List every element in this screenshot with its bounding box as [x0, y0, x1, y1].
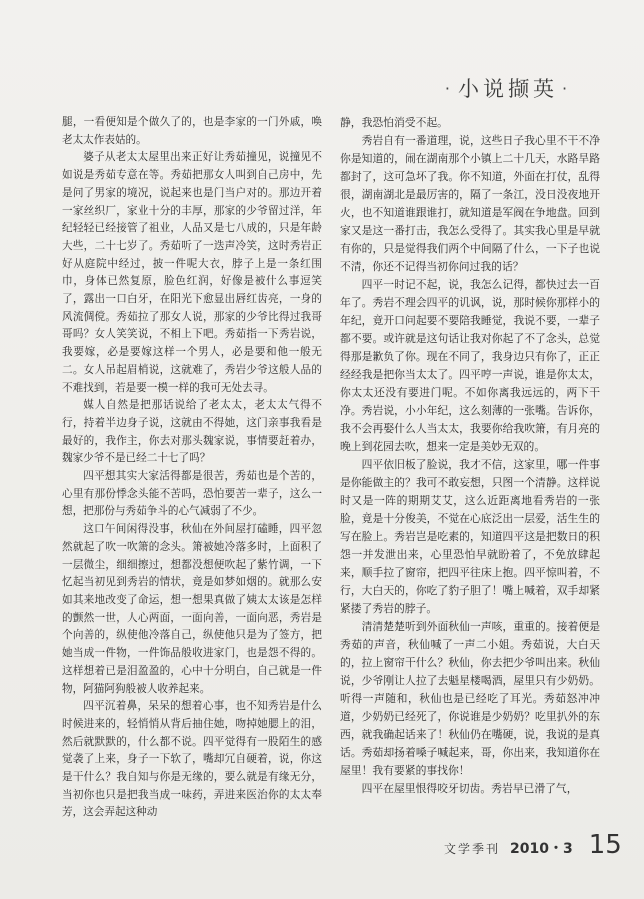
- magazine-name: 文学季刊: [444, 842, 501, 856]
- paragraph: 腿，一看便知是个做久了的，也是李家的一门外戚，唤老太太作表姑的。: [62, 116, 322, 146]
- issue-number: 2010・3: [510, 841, 573, 857]
- section-title: 小说撷英: [458, 77, 558, 101]
- right-text-column: [340, 114, 600, 798]
- paragraph: 四平在屋里恨得咬牙切齿。秀岩早已滑了气，: [361, 782, 578, 795]
- paragraph: 清清楚楚听到外面秋仙一声咳，重重的。接着便是秀茹的声音，秋仙喊了一声二小姐。秀茹说，大白天的，拉上窗帘干什么？秋仙，你去把少爷叫出来。秋仙说，少爷刚让人拉了去魁星楼喝酒，屋里只有少奶奶。听得一声随和，秋仙也是已经吃了耳光。秀茹怒冲冲道，少奶奶已经死了，你说谁是少奶奶？吃里扒外的东西，就我确起话来了！秋仙仍在嘴硬，说，我说的是真话。秀茹却扬着嗓子喊起来，哥，你出来，我知道你在屋里！我有要紧的事找你！: [340, 620, 600, 777]
- page-footer: [444, 830, 622, 860]
- paragraph: 四平想其实大家活得都是很苦，秀茹也是个苦的，心里有那份悸念头能不苦吗，恐怕要苦一辈子，这么一想，把那份与秀茹争斗的心气减弱了不少。: [62, 470, 322, 518]
- page-number: 15: [588, 830, 622, 860]
- left-text-column: [62, 114, 322, 822]
- paragraph: 媒人自然是把那话说给了老太太，老太太气得不行，持着半边身子说，这就由不得她，这门亲事我看是最好的，我作主，你去对那头魏家说，事情要赶着办，魏家少爷不是已经二十七了吗？: [62, 399, 322, 465]
- paragraph: 秀岩自有一番道理，说，这些日子我心里不干不净你是知道的，闹在湖南那个小镇上二十几天，水路旱路都封了，这可急坏了我。你不知道，外面在打仗，乱得很，湖南湖北是最厉害的，隔了一条江，没日没夜地开火，也不知道谁跟谁打，就知道是军阀在争地盘。回到家又是这一番打击，我怎么受得了。其实我心里是早就有你的，只是觉得我们两个中间隔了什么，一下子也说不清，你还不记得当初你问过我的话？: [340, 134, 600, 273]
- paragraph: 这口午间闲得没事，秋仙在外间屋打磕睡，四平忽然就起了吹一吹箫的念头。箫被她冷落多时，上面积了一层微尘，细细擦过，想都没想便吹起了紫竹调，一下忆起当初见到秀岩的情状，竟是如梦如烟的。就那么安如其来地改变了命运，想一想果真做了姨太太该是怎样的颤然一世，人心两面，一面向善，一面向恶，秀岩是个向善的，纵使他冷落自己，纵使他只是为了签方，把她当成一件物，一件饰品般收进家门，也是怨不得的。这样想着已是泪盈盈的，心中十分明白，自己就是一件物，阿猫阿狗般被人收养起来。: [62, 523, 322, 695]
- paragraph: 静，我恐怕消受不起。: [340, 116, 448, 129]
- header-dot-right: ·: [562, 78, 572, 98]
- paragraph: 四平依旧板了脸说，我才不信，这家里，哪一件事是你能做主的？我可不敢妄想，只图一个清静。这样说时又是一阵的期期艾艾，这么近距离地看秀岩的一张脸，竟是十分俊美，不觉在心底泛出一层爱，活生生的写在脸上。秀岩岂是吃素的，知道四平这是把数日的积怨一并发泄出来，心里恐怕早就盼着了，不免放肆起来，顺手拉了窗帘，把四平往床上抱。四平惊叫着，不行，大白天的，你吃了豹子胆了！嘴上喊着，双手却紧紧搂了秀岩的脖子。: [340, 458, 600, 615]
- header-dot-left: ·: [444, 78, 454, 98]
- section-header: [408, 68, 608, 108]
- paragraph: 婆子从老太太屋里出来正好让秀茹撞见，说撞见不如说是秀茹专意在等。秀茹把那女人叫到自己房中，先是问了男家的境况，说起来也是门当户对的。那边开着一家丝织厂，家业十分的丰厚，那家的少爷留过洋，年纪轻轻已经接管了祖业，人品又是七八成的，只是年龄大些，二十七岁了。秀茹听了一迭声冷笑，这时秀岩正好从庭院中经过，披一件呢大衣，脖子上是一条红围巾，身体已然复原，脸色红润，好像是被什么事逗笑了，露出一口白牙，在阳光下愈显出唇红齿亮，一身的风流倜傥。秀茹拉了那女人说，那家的少爷比得过我哥哥吗？女人笑笑说，不相上下吧。秀茹指一下秀岩说，我要嫁，必是要嫁这样一个男人，必是要和他一般无二。女人吊起眉梢说，这就难了，秀岩少爷这般人品的不难找到，若是要一模一样的我可无处去寻。: [62, 151, 322, 394]
- paragraph: 四平一时记不起，说，我怎么记得，都快过去一百年了。秀岩不理会四平的讥讽，说，那时候你那样小的年纪，竟开口问起要不要陪我睡觉，我说不要，一辈子都不要。或许就是这句话让我对你起了不了念头，总觉得那是歉负了你。现在不同了，我身边只有你了，正正经经我是把你当太太了。四平哼一声说，谁是你太太，你太太还没有要进门呢。不如你离我远远的，两下干净。秀岩说，小小年纪，这么刻薄的一张嘴。告诉你，我不会再娶什么人当太太，我要你给我吹箫，有月亮的晚上到花园去吹，想来一定是美妙无双的。: [340, 278, 600, 453]
- paragraph: 四平沉着鼻，呆呆的想着心事，也不知秀岩是什么时候进来的，轻悄悄从背后抽住她，吻掉她腮上的泪，然后就默默的，什么都不说。四平觉得有一股陌生的感觉袭了上来，身子一下软了，嘴却冗自硬着，说，你这是干什么？我自知与你是无缘的，要么就是有缘无分，当初你也只是把我当成一味药，弄进来医治你的太太奉芳，这会弄起这种动: [62, 700, 322, 819]
